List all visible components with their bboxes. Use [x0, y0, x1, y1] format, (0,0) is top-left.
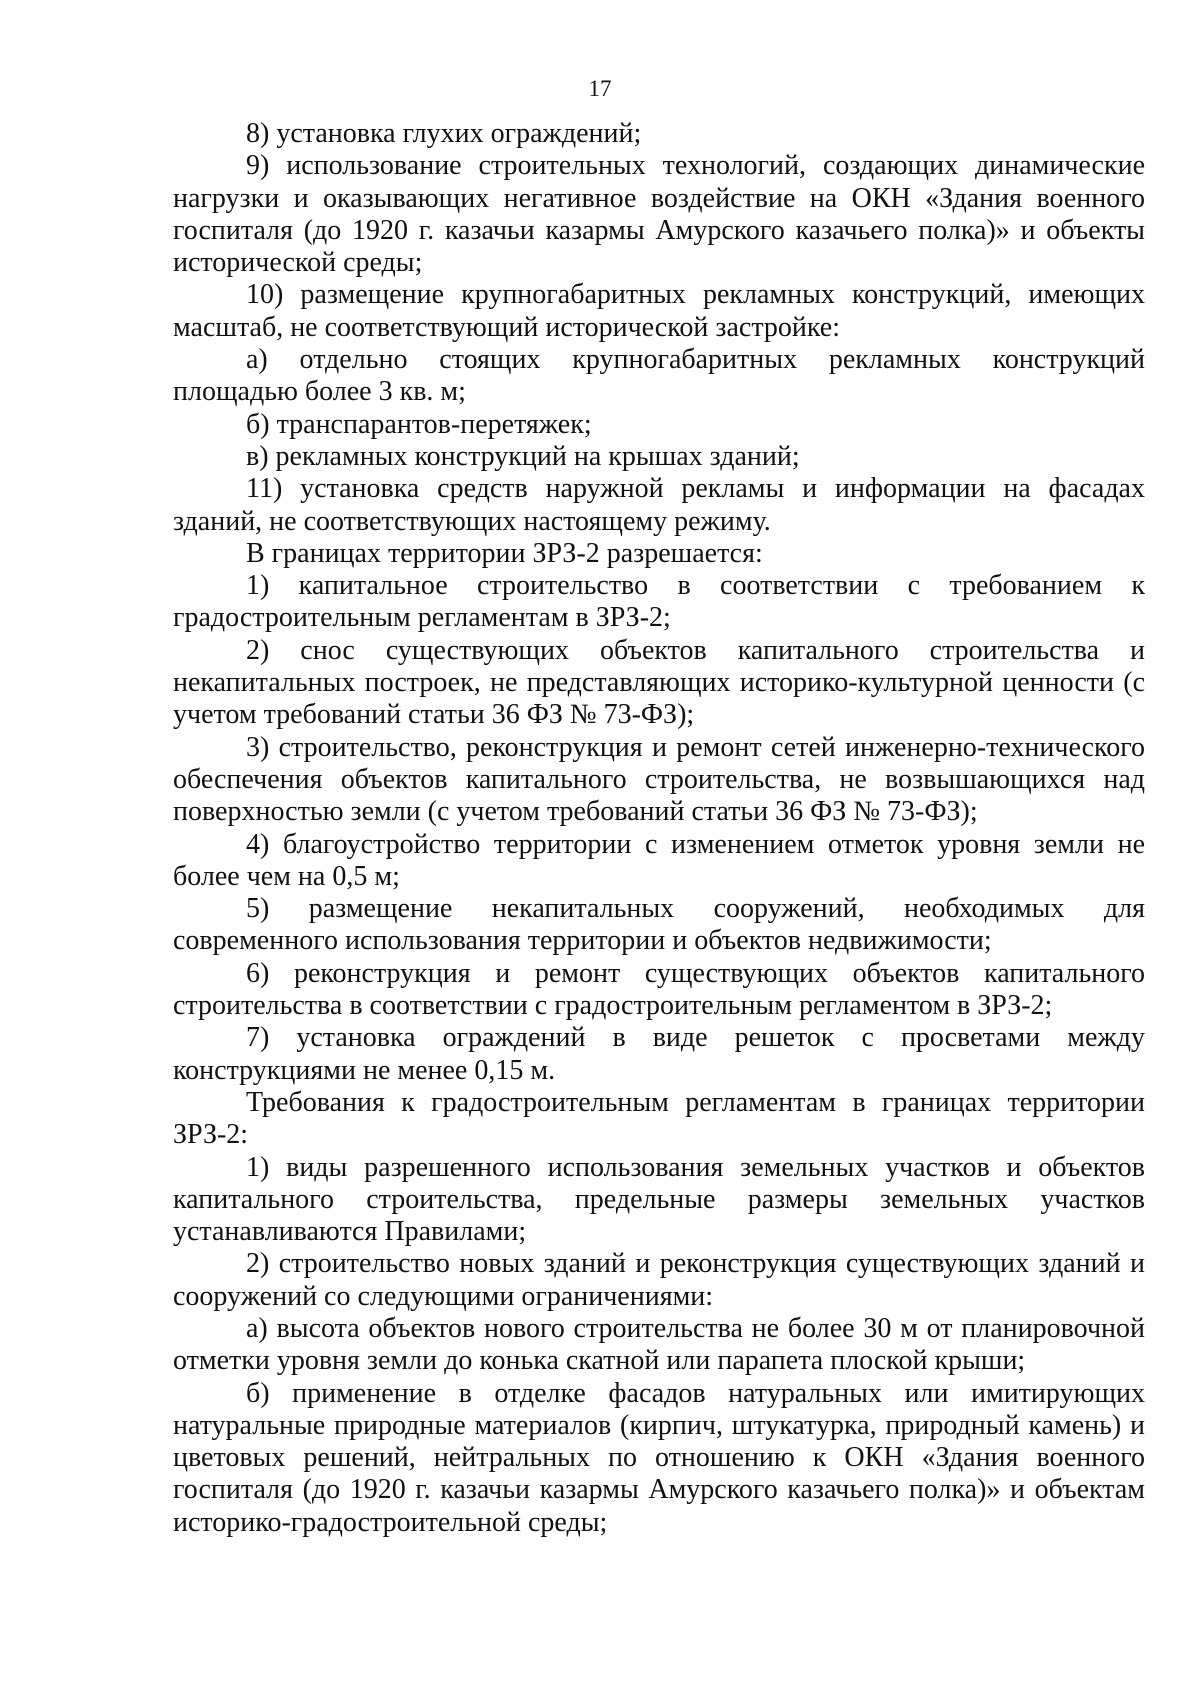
paragraph: б) транспарантов-перетяжек; — [246, 408, 592, 440]
paragraph: 8) установка глухих ограждений; — [246, 118, 642, 149]
paragraph: 2) строительство новых зданий и реконструкция существующих зданий и сооружений со следующими ограничениями: — [173, 1248, 1145, 1312]
paragraph: 5) размещение некапитальных сооружений, необходимых для современного использования территории и объектов недвижимости; — [173, 893, 1145, 957]
paragraph: В границах территории ЗРЗ-2 разрешается: — [246, 537, 763, 569]
paragraph: 6) реконструкция и ремонт существующих объектов капитального строительства в соответствии с градостроительным регламентом в ЗРЗ-2; — [173, 957, 1145, 1022]
paragraph: 3) строительство, реконструкция и ремонт сетей инженерно-технического обеспечения объектов капитального строительства, не возвышающихся над поверхностью земли (с учетом требований статьи 36 ФЗ № 73-ФЗ); — [173, 731, 1145, 828]
document-body — [173, 118, 1145, 1539]
paragraph: а) высота объектов нового строительства не более 30 м от планировочной отметки уровня земли до конька скатной или парапета плоской крыши; — [173, 1312, 1145, 1377]
page-number: 17 — [588, 76, 612, 101]
paragraph: в) рекламных конструкций на крышах зданий; — [246, 440, 800, 472]
paragraph: 9) использование строительных технологий, создающих динамические нагрузки и оказывающих негативное воздействие на ОКН «Здания военного госпиталя (до 1920 г. казачьи казармы Амурского казачьего полка)» и объекты исторической среды; — [173, 150, 1145, 279]
paragraph: 1) виды разрешенного использования земельных участков и объектов капитального строительства, предельные размеры земельных участков устанавливаются Правилами; — [173, 1151, 1145, 1248]
paragraph: б) применение в отделке фасадов натуральных или имитирующих натуральные природные материалов (кирпич, штукатурка, природный камень) и цветовых решений, нейтральных по отношению к ОКН «Здания военного госпиталя (до 1920 г. казачьи казармы Амурского казачьего полка)» и объектам историко-градостроительной среды; — [173, 1377, 1145, 1538]
paragraph: Требования к градостроительным регламентам в границах территории ЗРЗ-2: — [173, 1086, 1145, 1151]
paragraph: 2) снос существующих объектов капитального строительства и некапитальных построек, не представляющих историко-культурной ценности (с учетом требований статьи 36 ФЗ № 73-ФЗ); — [173, 634, 1145, 731]
paragraph: 11) установка средств наружной рекламы и информации на фасадах зданий, не соответствующих настоящему режиму. — [173, 473, 1145, 537]
paragraph: 4) благоустройство территории с изменением отметок уровня земли не более чем на 0,5 м; — [173, 828, 1145, 892]
paragraph: 7) установка ограждений в виде решеток с просветами между конструкциями не менее 0,15 м. — [173, 1022, 1145, 1086]
paragraph: а) отдельно стоящих крупногабаритных рекламных конструкций площадью более 3 кв. м; — [173, 344, 1145, 408]
paragraph: 1) капитальное строительство в соответствии с требованием к градостроительным регламентам в ЗРЗ-2; — [173, 570, 1145, 634]
paragraph: 10) размещение крупногабаритных рекламных конструкций, имеющих масштаб, не соответствующий исторической застройке: — [173, 279, 1145, 343]
